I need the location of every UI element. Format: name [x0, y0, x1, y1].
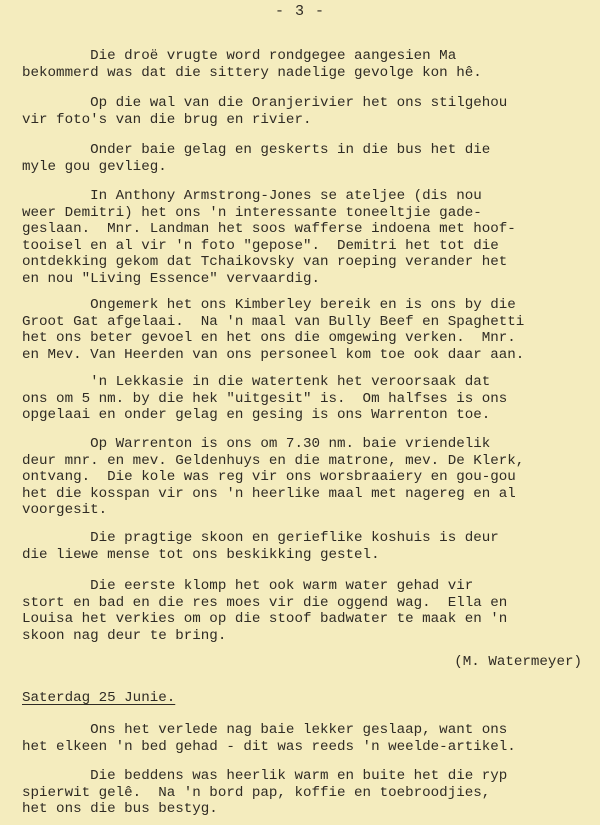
text-line: In Anthony Armstrong-Jones se ateljee (dis nou — [22, 188, 482, 204]
text-line: Die pragtige skoon en gerieflike koshuis is deur — [22, 530, 499, 546]
paragraph — [22, 436, 582, 519]
paragraph — [22, 722, 582, 755]
paragraph — [22, 95, 582, 128]
paragraph — [22, 142, 582, 175]
author-signature: (M. Watermeyer) — [454, 654, 582, 670]
text-line: Louisa het verkies om op die stoof badwater te maak en 'n — [22, 611, 508, 627]
text-line: en Mev. Van Heerden van ons personeel kom toe ook daar aan. — [22, 346, 525, 363]
text-line: weer Demitri) het ons 'n interessante toneeltjie gade- — [22, 204, 482, 221]
paragraph — [22, 768, 582, 818]
text-line: stort en bad en die res moes vir die oggend wag. Ella en — [22, 594, 508, 611]
text-line: Op die wal van die Oranjerivier het ons stilgehou — [22, 95, 508, 111]
text-line: het elkeen 'n bed gehad - dit was reeds 'n weelde-artikel. — [22, 738, 516, 755]
page-number: - 3 - — [274, 3, 325, 20]
text-line: tooisel en al vir 'n foto "gepose". Demitri het tot die — [22, 237, 499, 254]
text-line: opgelaai en onder gelag en gesing is ons Warrenton toe. — [22, 407, 491, 423]
text-line: Ongemerk het ons Kimberley bereik en is ons by die — [22, 297, 516, 313]
paragraph — [22, 374, 582, 424]
text-line: ontvang. Die kole was reg vir ons worsbraaiery en gou-gou — [22, 469, 516, 485]
paragraph — [22, 48, 582, 81]
text-line: vir foto's van die brug en rivier. — [22, 111, 312, 128]
text-line: het ons die bus bestyg. — [22, 801, 218, 817]
text-line: voorgesit. — [22, 502, 108, 518]
text-line: deur mnr. en mev. Geldenhuys en die matrone, mev. De Klerk, — [22, 452, 525, 469]
text-line: myle gou gevlieg. — [22, 158, 167, 175]
paragraph — [22, 578, 582, 644]
text-line: bekommerd was dat die sittery nadelige gevolge kon hê. — [22, 64, 482, 81]
text-line: Die droë vrugte word rondgegee aangesien Ma — [22, 48, 457, 64]
text-line: ontdekking gekom dat Tchaikovsky van roeping verander het — [22, 254, 508, 270]
text-line: het die kosspan vir ons 'n heerlike maal met nagereg en al — [22, 485, 516, 502]
text-line: spierwit gelê. Na 'n bord pap, koffie en toebroodjies, — [22, 784, 491, 801]
text-line: Groot Gat afgelaai. Na 'n maal van Bully Beef en Spaghetti — [22, 313, 525, 330]
text-line: die liewe mense tot ons beskikking gestel. — [22, 546, 380, 563]
text-line: Die eerste klomp het ook warm water gehad vir — [22, 578, 474, 594]
text-line: 'n Lekkasie in die watertenk het veroorsaak dat — [22, 374, 491, 390]
text-line: Onder baie gelag en geskerts in die bus het die — [22, 142, 491, 158]
text-line: het ons beter gevoel en het ons die omgewing verken. Mnr. — [22, 330, 516, 346]
paragraph — [22, 530, 582, 563]
text-line: geslaan. Mnr. Landman het soos wafferse indoena met hoof- — [22, 221, 516, 237]
text-line: Die beddens was heerlik warm en buite het die ryp — [22, 768, 508, 784]
paragraph — [22, 188, 582, 287]
text-line: skoon nag deur te bring. — [22, 627, 227, 644]
paragraph — [22, 297, 582, 363]
section-heading: Saterdag 25 Junie. — [22, 690, 176, 706]
text-line: Ons het verlede nag baie lekker geslaap, want ons — [22, 722, 508, 738]
text-line: en nou "Living Essence" vervaardig. — [22, 270, 320, 287]
text-line: ons om 5 nm. by die hek "uitgesit" is. Om halfses is ons — [22, 390, 508, 407]
text-line: Op Warrenton is ons om 7.30 nm. baie vriendelik — [22, 436, 491, 452]
